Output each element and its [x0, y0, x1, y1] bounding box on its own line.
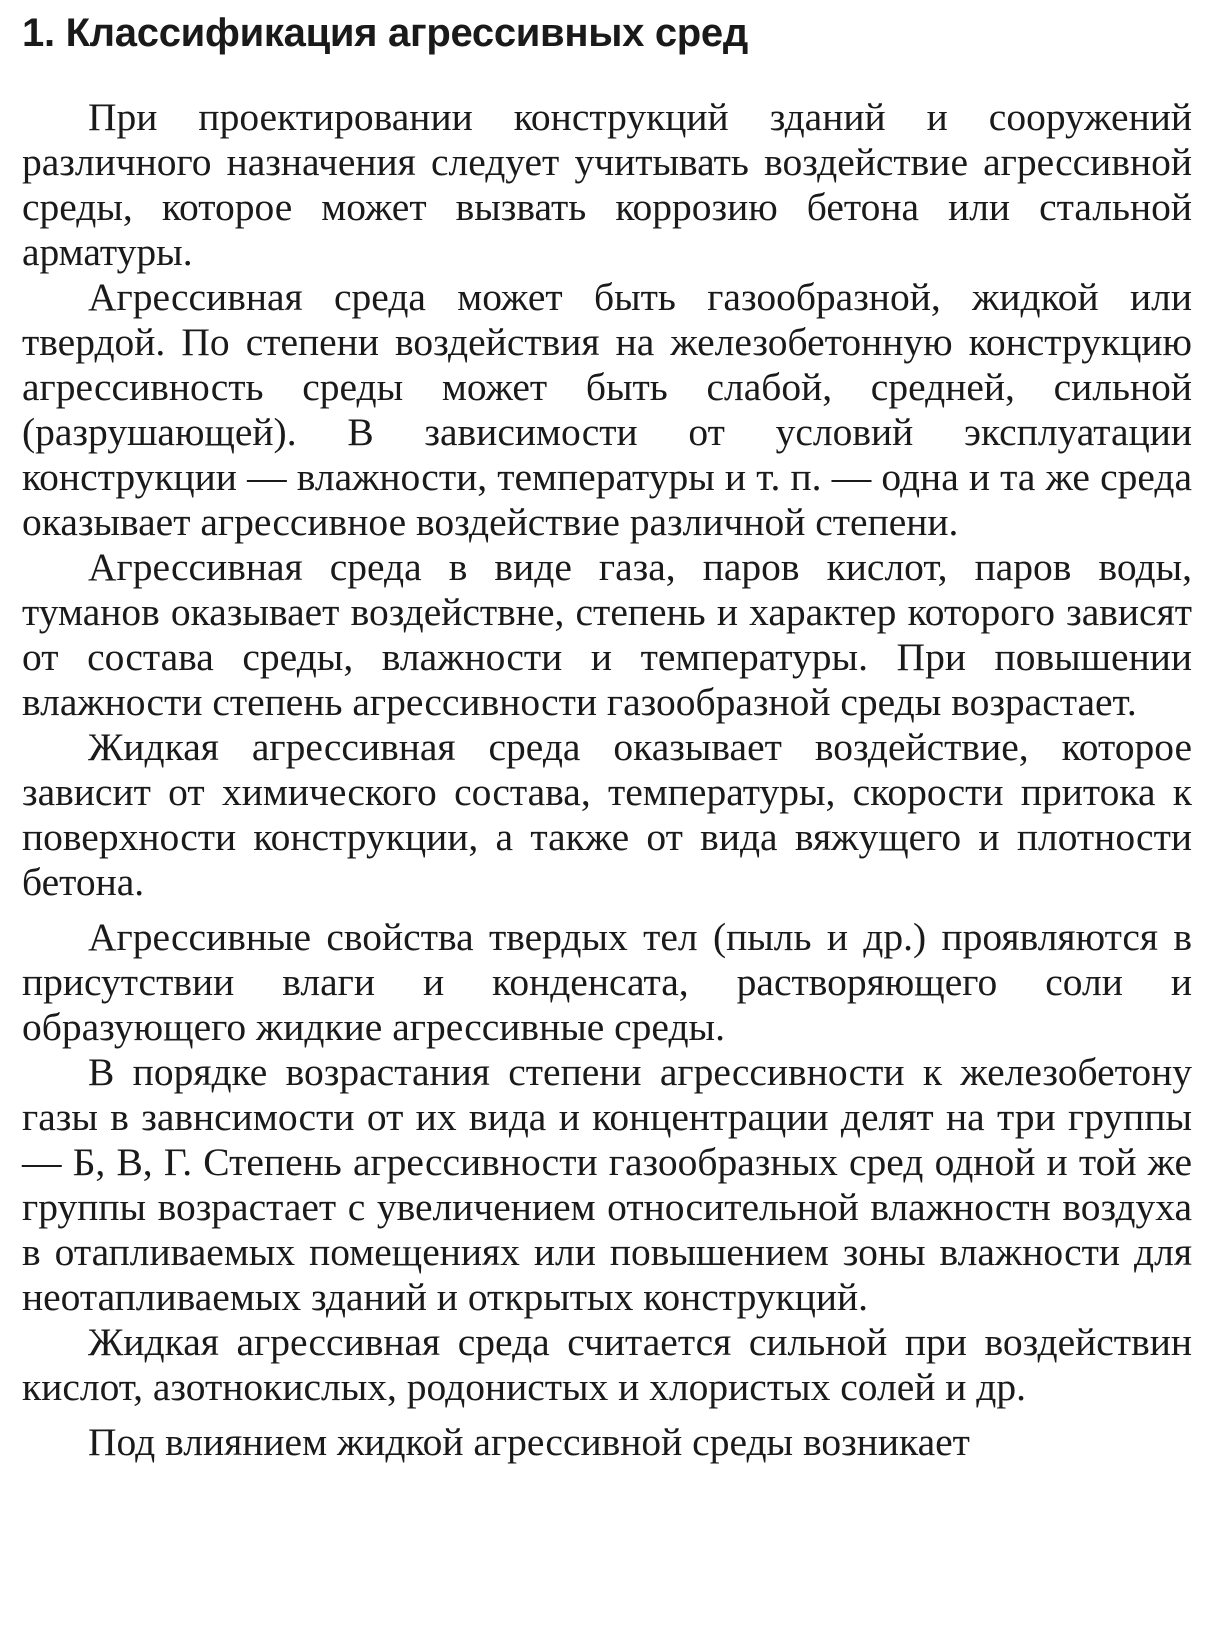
paragraph-strong-liquid: Жидкая агрессивная среда считается сильной при воздействин кислот, азотнокислых, родонистых и хлористых солей и др. — [22, 1320, 1192, 1409]
paragraph-liquid-environment: Жидкая агрессивная среда оказывает воздействие, которое зависит от химического состава, температуры, скорости притока к поверхности конструкции, а также от вида вяжущего и плотности бетона. — [22, 725, 1192, 904]
paragraph-design-considerations: При проектировании конструкций зданий и сооружений различного назначения следует учитывать воздействие агрессивной среды, которое может вызвать коррозию бетона или стальной арматуры. — [22, 95, 1192, 274]
paragraph-liquid-influence: Под влиянием жидкой агрессивной среды возникает — [88, 1420, 970, 1464]
paragraph-solid-environment: Агрессивные свойства твердых тел (пыль и др.) проявляются в присутствии влаги и конденсата, растворяющего соли и образующего жидкие агрессивные среды. — [22, 915, 1192, 1049]
paragraph-gas-groups: В порядке возрастания степени агрессивности к железобетону газы в завнсимости от их вида и концентрации делят на три группы — Б, В, Г. Степень агрессивности газообразных сред одной и той же группы возрастает с увеличением относительной влажностн воздуха в отапливаемых помещениях или повышением зоны влажности для неотапливаемых зданий и открытых конструкций. — [22, 1050, 1192, 1319]
paragraph-environment-types: Агрессивная среда может быть газообразной, жидкой или твердой. По степени воздействия на железобетонную конструкцию агрессивность среды может быть слабой, средней, сильной (разрушающей). В зависимости от условий эксплуатации конструкции — влажности, температуры и т. п. — одна и та же среда оказывает агрессивное воздействие различной степени. — [22, 275, 1192, 544]
section-heading: 1. Классификация агрессивных сред — [22, 11, 748, 55]
paragraph-gaseous-environment: Агрессивная среда в виде газа, паров кислот, паров воды, туманов оказывает воздействне, степень и характер которого зависят от состава среды, влажности и температуры. При повышении влажности степень агрессивности газообразной среды возрастает. — [22, 545, 1192, 724]
document-page — [22, 8, 1192, 1465]
